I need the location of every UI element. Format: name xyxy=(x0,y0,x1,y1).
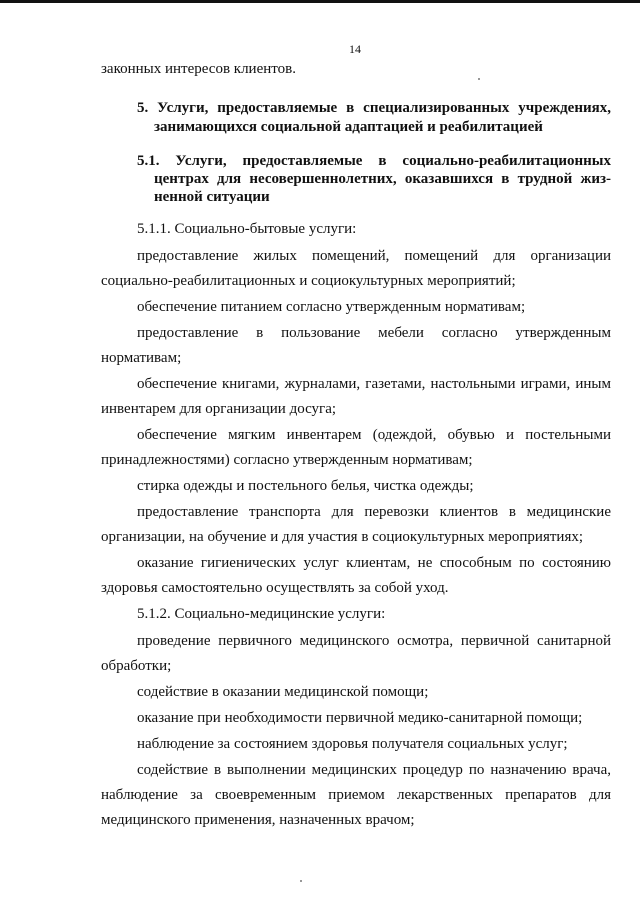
paragraph-line: проведение первичного медицинского осмотра, первичной санитарной xyxy=(137,633,611,649)
page-number: 14 xyxy=(349,42,361,56)
paragraph-line: инвентарем для организации досуга; xyxy=(101,401,337,417)
paragraph-line: предоставление в пользование мебели согласно утвержденным xyxy=(137,325,611,341)
paragraph-line: стирка одежды и постельного белья, чистка одежды; xyxy=(137,478,474,494)
paragraph-line: принадлежностями) согласно утвержденным нормативам; xyxy=(101,452,473,468)
paragraph-line: наблюдение за своевременным приемом лекарственных препаратов для xyxy=(101,787,611,803)
paragraph-line: организации, на обучение и для участия в социокультурных мероприятиях; xyxy=(101,529,584,545)
paragraph-line: обеспечение книгами, журналами, газетами, настольными играми, иным xyxy=(137,376,611,392)
section-5-1-heading-line-1: 5.1. Услуги, предоставляемые в социально-реабилитационных xyxy=(137,153,611,169)
section-5-heading-line-2: занимающихся социальной адаптацией и реабилитацией xyxy=(154,119,543,135)
top-border-rule xyxy=(0,0,640,3)
paragraph-line: социально-реабилитационных и социокультурных мероприятий; xyxy=(101,273,516,289)
paragraph-line: обеспечение питанием согласно утвержденным нормативам; xyxy=(137,299,526,315)
scan-speck xyxy=(300,880,302,882)
paragraph-line: здоровья самостоятельно осуществлять за собой уход. xyxy=(101,580,449,596)
section-5-1-heading-line-3: ненной ситуации xyxy=(154,189,270,205)
paragraph-line: предоставление транспорта для перевозки клиентов в медицинские xyxy=(137,504,611,520)
paragraph-line: медицинского применения, назначенных врачом; xyxy=(101,812,415,828)
paragraph-line: оказание при необходимости первичной медико-санитарной помощи; xyxy=(137,710,583,726)
paragraph-line: обеспечение мягким инвентарем (одеждой, обувью и постельными xyxy=(137,427,611,443)
paragraph-line: оказание гигиенических услуг клиентам, не способным по состоянию xyxy=(137,555,611,571)
paragraph-line: содействие в оказании медицинской помощи; xyxy=(137,684,429,700)
section-5-1-heading-line-2: центрах для несовершеннолетних, оказавшихся в трудной жиз- xyxy=(154,171,611,187)
paragraph-line: содействие в выполнении медицинских процедур по назначению врача, xyxy=(137,762,611,778)
subsection-5-1-2-title: 5.1.2. Социально-медицинские услуги: xyxy=(137,606,386,622)
paragraph-line: нормативам; xyxy=(101,350,182,366)
scan-speck xyxy=(478,78,480,80)
text-line-1: законных интересов клиентов. xyxy=(101,61,296,77)
paragraph-line: обработки; xyxy=(101,658,172,674)
subsection-5-1-1-title: 5.1.1. Социально-бытовые услуги: xyxy=(137,221,357,237)
paragraph-line: наблюдение за состоянием здоровья получателя социальных услуг; xyxy=(137,736,568,752)
section-5-heading-line-1: 5. Услуги, предоставляемые в специализированных учреждениях, xyxy=(137,100,611,116)
paragraph-line: предоставление жилых помещений, помещений для организации xyxy=(137,248,611,264)
